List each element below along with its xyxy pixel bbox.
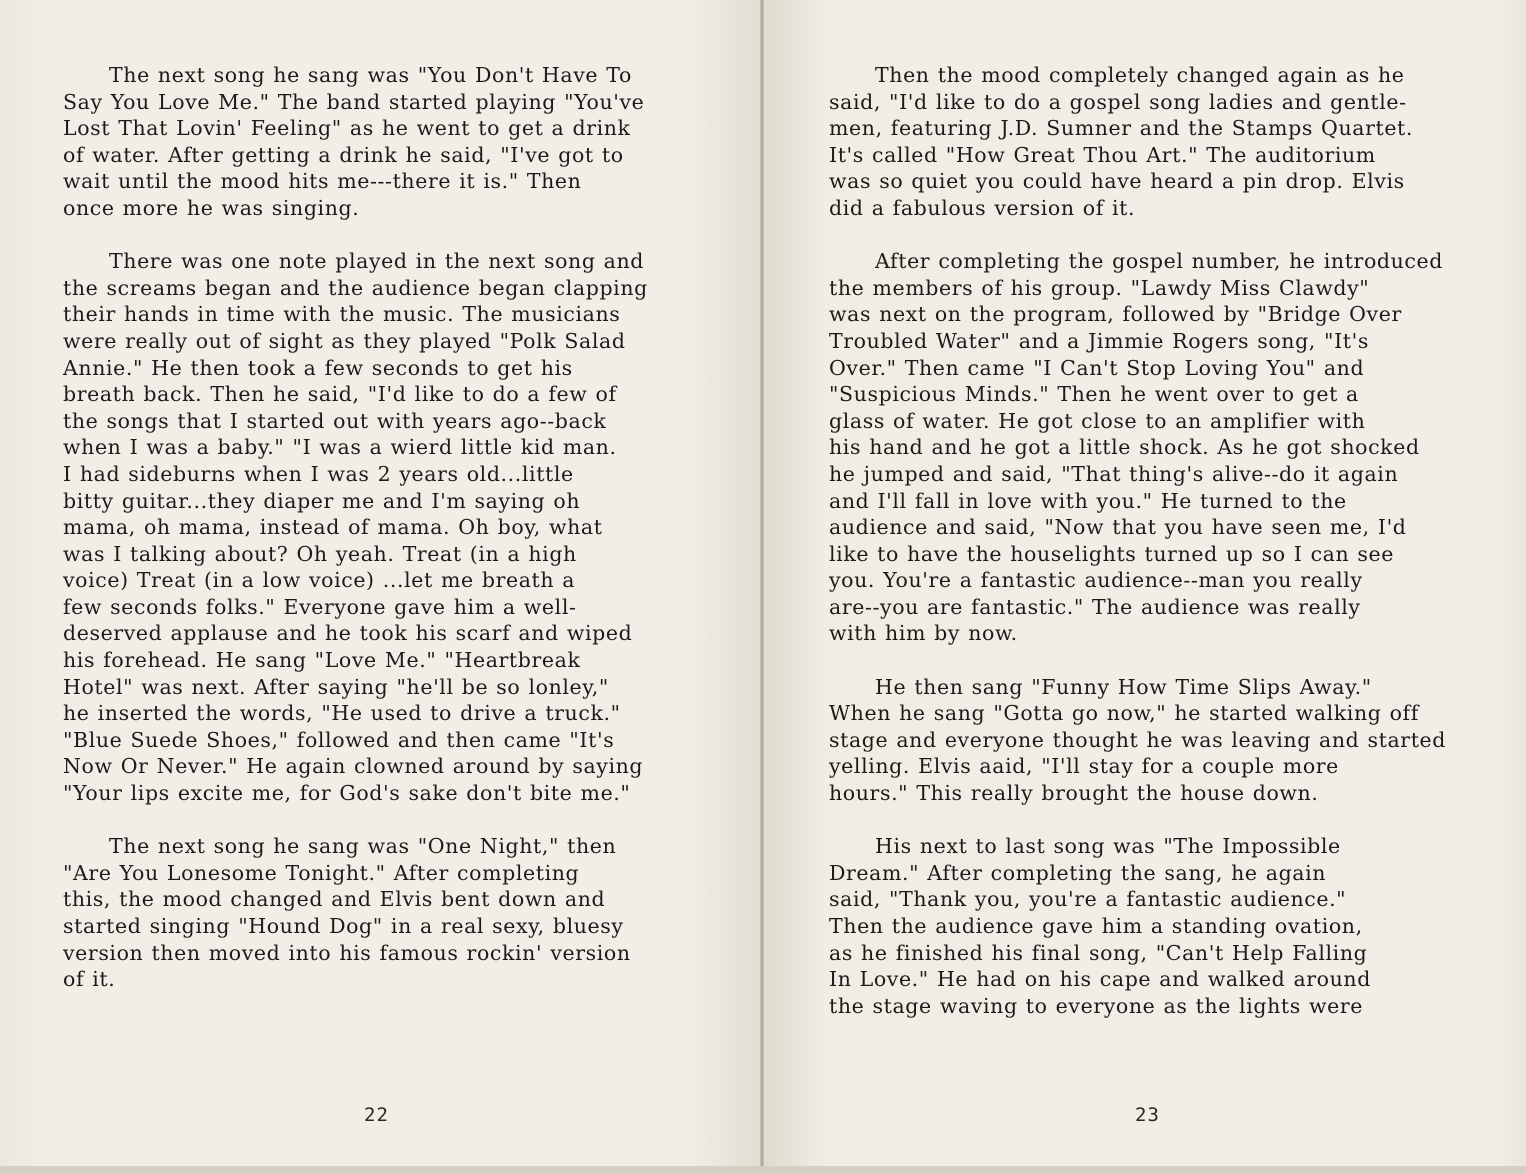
text-line: like to have the houselights turned up so I can see <box>829 541 1394 566</box>
text-line: Annie." He then took a few seconds to get his <box>63 355 573 380</box>
text-line: was next on the program, followed by "Bridge Over <box>829 302 1402 327</box>
text-line: with him by now. <box>829 621 1018 646</box>
right-page-number: 23 <box>1135 1104 1160 1126</box>
text-line: their hands in time with the music. The musicians <box>63 302 621 327</box>
text-line: when I was a baby." "I was a wierd little kid man. <box>63 435 617 460</box>
text-line: "Are You Lonesome Tonight." After completing <box>63 860 580 885</box>
left-page-text <box>63 62 713 1019</box>
text-line: "Blue Suede Shoes," followed and then came "It's <box>63 727 615 752</box>
text-line: as he finished his final song, "Can't Help Falling <box>829 940 1368 965</box>
text-line: glass of water. He got close to an amplifier with <box>829 408 1366 433</box>
text-line: He then sang "Funny How Time Slips Away." <box>875 674 1372 699</box>
paragraph <box>829 248 1489 647</box>
text-line: The next song he sang was "You Don't Have To <box>109 63 632 87</box>
text-line: was so quiet you could have heard a pin drop. Elvis <box>829 169 1405 194</box>
left-page-number: 22 <box>364 1104 389 1126</box>
text-line: did a fabulous version of it. <box>829 195 1136 220</box>
paragraph <box>829 833 1489 1019</box>
text-line: "Your lips excite me, for God's sake don't bite me." <box>63 781 631 806</box>
text-line: he jumped and said, "That thing's alive--do it again <box>829 461 1399 486</box>
text-line: wait until the mood hits me---there it is." Then <box>63 169 582 194</box>
paragraph <box>63 248 713 806</box>
text-line: few seconds folks." Everyone gave him a well- <box>63 594 577 619</box>
page-bottom-edge <box>0 1166 1526 1174</box>
text-line: hours." This really brought the house down. <box>829 781 1319 806</box>
text-line: In Love." He had on his cape and walked around <box>829 967 1371 992</box>
text-line: Dream." After completing the sang, he again <box>829 860 1327 885</box>
text-line: His next to last song was "The Impossible <box>875 834 1341 859</box>
text-line: Troubled Water" and a Jimmie Rogers song, "It's <box>829 328 1369 353</box>
text-line: you. You're a fantastic audience--man you really <box>829 568 1363 593</box>
text-line: started singing "Hound Dog" in a real sexy, bluesy <box>63 914 624 938</box>
text-line: voice) Treat (in a low voice) ...let me breath a <box>63 568 576 593</box>
text-line: of water. After getting a drink he said, "I've got to <box>63 142 624 167</box>
text-line: of it. <box>63 967 116 992</box>
text-line: his hand and he got a little shock. As he got shocked <box>829 435 1420 460</box>
text-line: are--you are fantastic." The audience was really <box>829 594 1361 619</box>
right-page <box>764 0 1526 1174</box>
text-line: the screams began and the audience began clapping <box>63 275 648 300</box>
paragraph <box>63 833 713 993</box>
text-line: men, featuring J.D. Sumner and the Stamps Quartet. <box>829 116 1414 141</box>
text-line: After completing the gospel number, he introduced <box>875 249 1443 274</box>
text-line: once more he was singing. <box>63 195 360 220</box>
text-line: bitty guitar...they diaper me and I'm saying oh <box>63 488 581 513</box>
text-line: Now Or Never." He again clowned around by saying <box>63 754 644 779</box>
text-line: deserved applause and he took his scarf and wiped <box>63 621 633 646</box>
text-line: the members of his group. "Lawdy Miss Clawdy" <box>829 275 1370 300</box>
paragraph <box>829 62 1489 222</box>
text-line: I had sideburns when I was 2 years old...little <box>63 461 574 486</box>
text-line: Hotel" was next. After saying "he'll be so lonley," <box>63 674 609 699</box>
paragraph <box>63 62 713 222</box>
text-line: this, the mood changed and Elvis bent down and <box>63 887 606 912</box>
text-line: was I talking about? Oh yeah. Treat (in a high <box>63 541 577 566</box>
text-line: "Suspicious Minds." Then he went over to get a <box>829 382 1359 407</box>
text-line: the stage waving to everyone as the lights were <box>829 993 1363 1018</box>
right-page-text <box>829 62 1489 1046</box>
text-line: yelling. Elvis aaid, "I'll stay for a couple more <box>829 754 1339 779</box>
text-line: It's called "How Great Thou Art." The auditorium <box>829 142 1376 167</box>
text-line: Then the mood completely changed again as he <box>875 63 1405 87</box>
text-line: Lost That Lovin' Feeling" as he went to get a drink <box>63 116 631 141</box>
text-line: stage and everyone thought he was leaving and started <box>829 727 1446 752</box>
text-line: Over." Then came "I Can't Stop Loving You" and <box>829 355 1365 380</box>
text-line: the songs that I started out with years ago--back <box>63 408 607 433</box>
text-line: and I'll fall in love with you." He turned to the <box>829 488 1347 513</box>
text-line: version then moved into his famous rockin' version <box>63 940 631 965</box>
text-line: The next song he sang was "One Night," then <box>109 834 617 859</box>
text-line: said, "Thank you, you're a fantastic audience." <box>829 887 1347 912</box>
text-line: audience and said, "Now that you have seen me, I'd <box>829 515 1407 540</box>
paragraph <box>829 674 1489 807</box>
text-line: said, "I'd like to do a gospel song ladies and gentle- <box>829 89 1407 114</box>
text-line: breath back. Then he said, "I'd like to do a few of <box>63 382 617 407</box>
text-line: Then the audience gave him a standing ovation, <box>829 914 1363 938</box>
text-line: his forehead. He sang "Love Me." "Heartbreak <box>63 648 581 673</box>
text-line: he inserted the words, "He used to drive a truck." <box>63 701 621 726</box>
text-line: Say You Love Me." The band started playing "You've <box>63 89 645 114</box>
text-line: When he sang "Gotta go now," he started walking off <box>829 701 1419 726</box>
text-line: mama, oh mama, instead of mama. Oh boy, what <box>63 515 603 540</box>
left-page <box>0 0 762 1174</box>
text-line: were really out of sight as they played "Polk Salad <box>63 328 626 353</box>
text-line: There was one note played in the next song and <box>109 249 645 274</box>
